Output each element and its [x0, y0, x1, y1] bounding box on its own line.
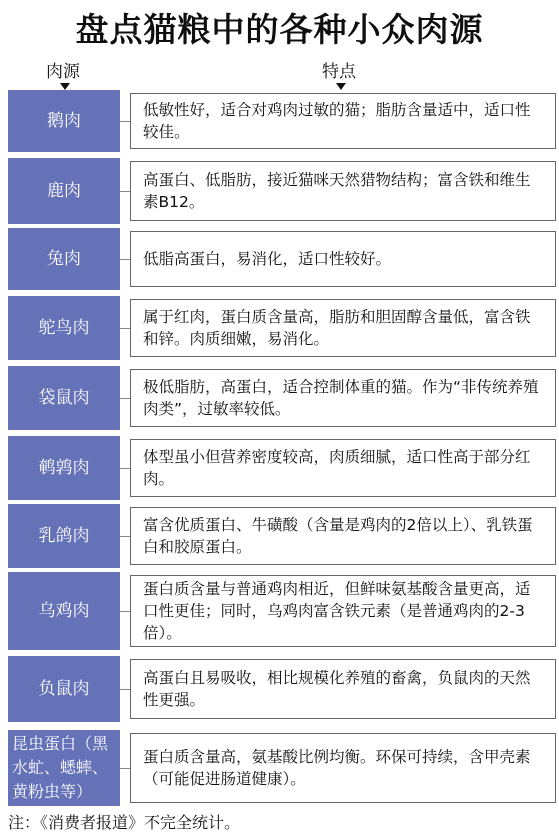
meat-source-label: 负鼠肉 — [8, 656, 120, 722]
table-row — [8, 504, 556, 568]
row-connector — [120, 259, 130, 260]
meat-feature-text: 富含优质蛋白、牛磺酸（含量是鸡肉的2倍以上）、乳铁蛋白和胶原蛋白。 — [130, 507, 556, 565]
row-connector — [120, 768, 130, 769]
table-row — [8, 296, 556, 360]
meat-source-label: 袋鼠肉 — [8, 366, 120, 430]
row-connector — [120, 468, 130, 469]
table-row — [8, 436, 556, 500]
down-arrow-icon — [60, 83, 70, 90]
meat-feature-text: 低脂高蛋白，易消化，适口性较好。 — [130, 231, 556, 287]
meat-source-label: 兔肉 — [8, 228, 120, 290]
down-arrow-icon — [336, 83, 346, 90]
meat-source-label: 昆虫蛋白（黑水虻、蟋蟀、黄粉虫等） — [8, 730, 120, 806]
row-connector — [120, 611, 130, 612]
meat-feature-text: 蛋白质含量高，氨基酸比例均衡。环保可持续，含甲壳素（可能促进肠道健康）。 — [130, 733, 556, 803]
table-row — [8, 656, 556, 722]
meat-feature-text: 极低脂肪，高蛋白，适合控制体重的猫。作为“非传统养殖肉类”，过敏率较低。 — [130, 369, 556, 427]
table-row — [8, 366, 556, 430]
meat-feature-text: 蛋白质含量与普通鸡肉相近，但鲜味氨基酸含量更高，适口性更佳；同时，乌鸡肉富含铁元素（是普通鸡肉的2-3倍）。 — [130, 575, 556, 647]
meat-feature-text: 低敏性好，适合对鸡肉过敏的猫；脂肪含量适中，适口性较佳。 — [130, 93, 556, 149]
header-meat-source: 肉源 — [46, 62, 80, 82]
table-row — [8, 730, 556, 806]
meat-source-label: 鹌鹑肉 — [8, 436, 120, 500]
meat-source-label: 乳鸽肉 — [8, 504, 120, 568]
page-title: 盘点猫粮中的各种小众肉源 — [75, 10, 484, 49]
table-header — [0, 62, 559, 84]
meat-source-label: 乌鸡肉 — [8, 572, 120, 650]
meat-source-label: 鹿肉 — [8, 158, 120, 224]
meat-source-label: 鸵鸟肉 — [8, 296, 120, 360]
table-row — [8, 90, 556, 152]
table-row — [8, 158, 556, 224]
meat-feature-text: 高蛋白、低脂肪，接近猫咪天然猎物结构；富含铁和维生素B12。 — [130, 161, 556, 221]
table-row — [8, 228, 556, 290]
table-row — [8, 572, 556, 650]
row-connector — [120, 328, 130, 329]
row-connector — [120, 536, 130, 537]
meat-feature-text: 体型虽小但营养密度较高，肉质细腻，适口性高于部分红肉。 — [130, 439, 556, 497]
row-connector — [120, 191, 130, 192]
footnote: 注：《消费者报道》不完全统计。 — [8, 813, 241, 832]
meat-feature-text: 高蛋白且易吸收，相比规模化养殖的畜禽，负鼠肉的天然性更强。 — [130, 659, 556, 719]
meat-source-label: 鹅肉 — [8, 90, 120, 152]
meat-feature-text: 属于红肉，蛋白质含量高，脂肪和胆固醇含量低，富含铁和锌。肉质细嫩，易消化。 — [130, 299, 556, 357]
row-connector — [120, 398, 130, 399]
header-feature: 特点 — [322, 62, 356, 82]
row-connector — [120, 121, 130, 122]
row-connector — [120, 689, 130, 690]
